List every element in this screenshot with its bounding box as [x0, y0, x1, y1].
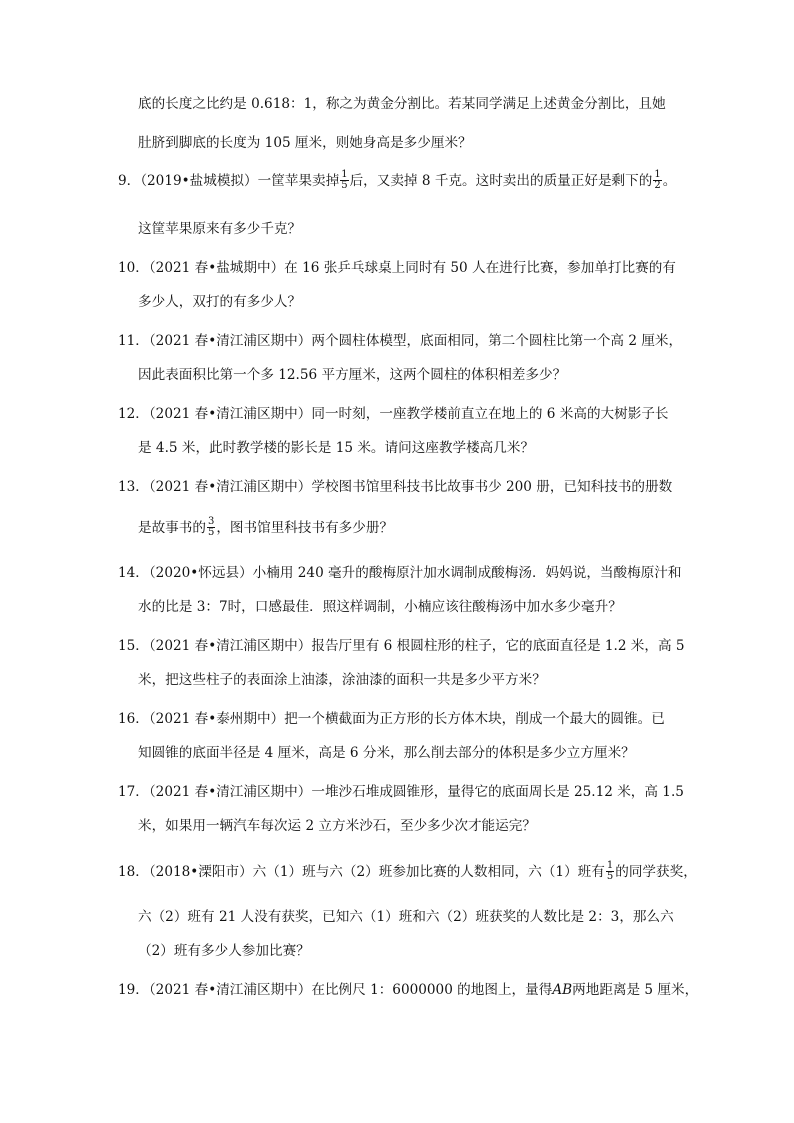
text-line: 水的比是 3：7时，口感最佳．照这样调制，小楠应该往酸梅汤中加水多少毫升？ [138, 599, 622, 615]
problem-9: 9．（2019•盐城模拟）一筐苹果卖掉 $\frac{1}{5}$ 后，又卖掉 8 千克。这时卖出的质量正好是剩下的 $\frac{1}{2}$ 。 [118, 169, 677, 191]
text-line: 米，如果用一辆汽车每次运 2 立方米沙石，至少多少次才能运完？ [138, 818, 536, 834]
text-line: 这筐苹果原来有多少千克？ [138, 221, 302, 237]
text-line: 知圆锥的底面半径是 4 厘米，高是 6 分米，那么削去部分的体积是多少立方厘米？ [138, 745, 635, 761]
problem-14: 14．（2020•怀远县）小楠用 240 毫升的酸梅原汁加水调制成酸梅汤．妈妈说，当酸梅原汁和 [118, 565, 682, 581]
problem-11: 11．（2021 春•清江浦区期中）两个圆柱体模型，底面相同，第二个圆柱比第一个高 2 厘米， [118, 333, 683, 349]
problem-16: 16．（2021 春•泰州期中）把一个横截面为正方形的长方体木块，削成一个最大的圆锥。已 [118, 711, 665, 727]
fraction: $\frac{1}{5}$ [341, 169, 348, 191]
text-line: 多少人，双打的有多少人？ [138, 294, 302, 310]
text-line: 是 4.5 米，此时教学楼的影长是 15 米。请问这座教学楼高几米？ [138, 440, 535, 456]
problem-17: 17．（2021 春•清江浦区期中）一堆沙石堆成圆锥形，量得它的底面周长是 25.12 米，高 1.5 [118, 784, 684, 800]
text-line: 米，把这些柱子的表面涂上油漆，涂油漆的面积一共是多少平方米？ [138, 672, 546, 688]
problem-10: 10．（2021 春•盐城期中）在 16 张乒乓球桌上同时有 50 人在进行比赛，参加单打比赛的有 [118, 260, 676, 276]
problem-12: 12．（2021 春•清江浦区期中）同一时刻，一座教学楼前直立在地上的 6 米高的大树影子长 [118, 406, 669, 422]
text-line: 底的长度之比约是 0.618：1，称之为黄金分割比。若某同学满足上述黄金分割比，且她 [138, 96, 666, 112]
text-line: （2）班有多少人参加比赛？ [138, 943, 310, 959]
text-line: 因此表面积比第一个多 12.56 平方厘米，这两个圆柱的体积相差多少？ [138, 367, 567, 383]
problem-13: 13．（2021 春•清江浦区期中）学校图书馆里科技书比故事书少 200 册，已知科技书的册数 [118, 479, 673, 495]
fraction: $\frac{1}{5}$ [606, 860, 614, 882]
text-line: 肚脐到脚底的长度为 105 厘米，则她身高是多少厘米？ [138, 135, 472, 151]
problem-18: 18．（2018•溧阳市）六（1）班与六（2）班参加比赛的人数相同，六（1）班有 $\frac{1}{5}$ 的同学获奖， [118, 860, 697, 882]
fraction: $\frac{3}{5}$ [207, 516, 215, 538]
problem-15: 15．（2021 春•清江浦区期中）报告厅里有 6 根圆柱形的柱子，它的底面直径是 1.2 米，高 5 [118, 638, 685, 654]
text-line: 六（2）班有 21 人没有获奖，已知六（1）班和六（2）班获奖的人数比是 2：3，那么六 [138, 909, 674, 925]
problem-19: 19．（2021 春•清江浦区期中）在比例尺 1：6000000 的地图上，量得AB两地距离是 5 厘米， [118, 982, 699, 998]
fraction: $\frac{1}{2}$ [654, 169, 661, 191]
text-line: 是故事书的 $\frac{3}{5}$ ，图书馆里科技书有多少册？ [138, 516, 394, 538]
